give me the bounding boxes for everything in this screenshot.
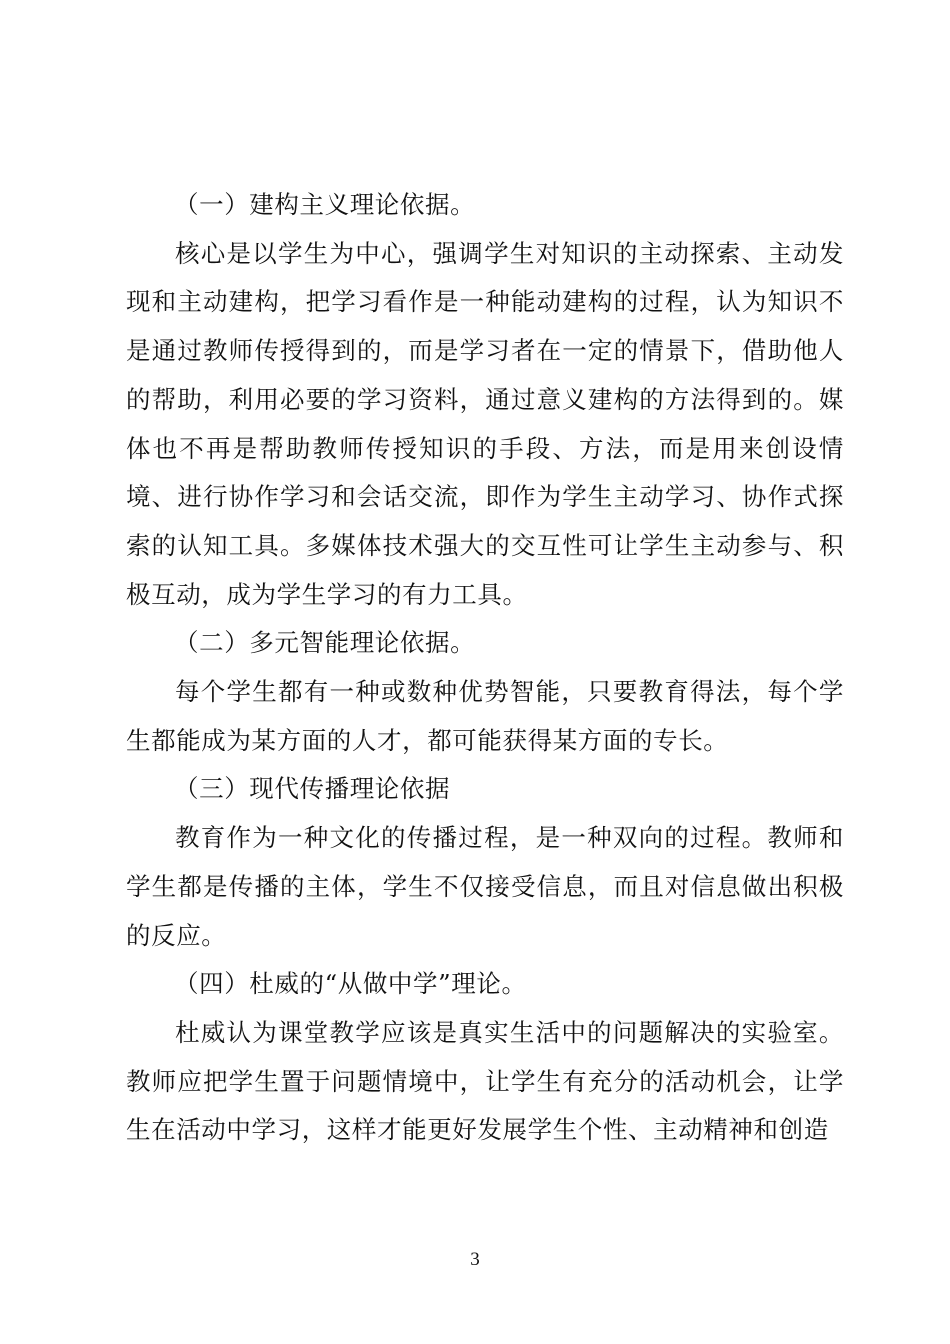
- section-heading-constructivism: （一）建构主义理论依据。: [174, 190, 476, 219]
- page-number: 3: [470, 1249, 480, 1270]
- page-body: [126, 181, 844, 1155]
- section-heading-communication-theory: （三）现代传播理论依据: [174, 774, 451, 804]
- section-heading-dewey: （四）杜威的“从做中学”理论。: [174, 969, 527, 999]
- paragraph-constructivism: 核心是以学生为中心，强调学生对知识的主动探索、主动发现和主动建构，把学习看作是一种能动建构的过程，认为知识不是通过教师传授得到的，而是学习者在一定的情景下，借助他人的帮助，利用必要的学习资料，通过意义建构的方法得到的。媒体也不再是帮助教师传授知识的手段、方法，而是用来创设情境、进行协作学习和会话交流，即作为学生主动学习、协作式探索的认知工具。多媒体技术强大的交互性可让学生主动参与、积极互动，成为学生学习的有力工具。: [126, 238, 844, 609]
- paragraph-dewey: 杜威认为课堂教学应该是真实生活中的问题解决的实验室。教师应把学生置于问题情境中，让学生有充分的活动机会，让学生在活动中学习，这样才能更好发展学生个性、主动精神和创造: [126, 1017, 844, 1145]
- section-heading-multiple-intelligences: （二）多元智能理论依据。: [174, 628, 476, 658]
- paragraph-communication-theory: 教育作为一种文化的传播过程，是一种双向的过程。教师和学生都是传播的主体，学生不仅接受信息，而且对信息做出积极的反应。: [126, 823, 844, 950]
- paragraph-multiple-intelligences: 每个学生都有一种或数种优势智能，只要教育得法，每个学生都能成为某方面的人才，都可能获得某方面的专长。: [126, 677, 844, 755]
